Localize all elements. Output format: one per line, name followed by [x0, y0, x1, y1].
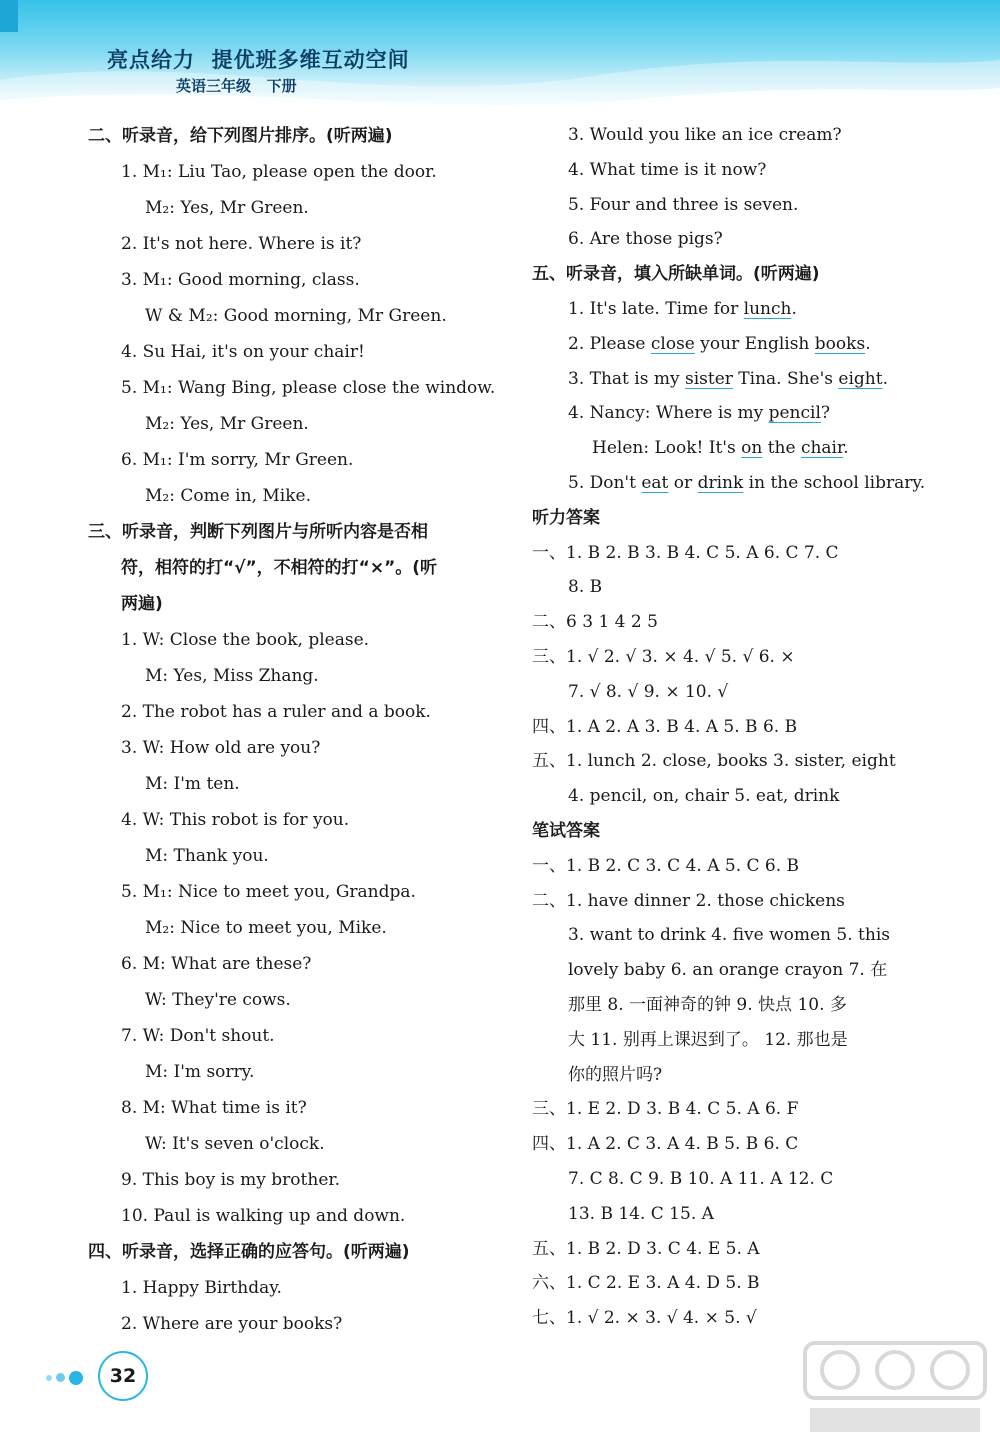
question-line: 3. Would you like an ice cream? [568, 125, 842, 145]
section-title: 三、听录音，判断下列图片与所听内容是否相 [88, 522, 428, 542]
section-title: 二、听录音，给下列图片排序。(听两遍) [88, 126, 393, 146]
fill-text: in the school library. [743, 472, 926, 493]
text-line: 一、1. B 2. C 3. C 4. A 5. C 6. B [532, 855, 800, 876]
watermark-logo [800, 1338, 990, 1438]
page-number: 32 [98, 1351, 148, 1401]
text-line: 8. B [568, 577, 603, 598]
text-line: 6. M: What are these? [121, 954, 312, 974]
fill-text: . [791, 298, 797, 319]
fill-line-3 [532, 362, 952, 397]
text-line: 二、1. have dinner 2. those chickens [532, 890, 845, 911]
fill-text: 4. Nancy: Where is my [568, 403, 769, 424]
fill-line-1 [532, 292, 952, 327]
filled-word: eight [838, 368, 883, 389]
header-corner-tab [0, 0, 18, 32]
fill-text: . [882, 368, 888, 389]
text-line: 四、1. A 2. C 3. A 4. B 5. B 6. C [532, 1134, 799, 1155]
text-line: M: Thank you. [145, 846, 269, 866]
series-title: 亮点给力 提优班多维互动空间 [107, 48, 410, 72]
text-line: 1. M₁: Liu Tao, please open the door. [121, 162, 437, 182]
left-column [88, 118, 508, 1342]
text-line: 3. M₁: Good morning, class. [121, 270, 360, 290]
fill-text: your English [694, 333, 815, 354]
section-title: 听力答案 [532, 507, 600, 528]
text-line: 13. B 14. C 15. A [568, 1203, 714, 1224]
filled-word: eat [641, 472, 669, 493]
question-line: 6. Are those pigs? [568, 229, 723, 250]
text-line: W & M₂: Good morning, Mr Green. [145, 306, 447, 326]
text-line: 六、1. C 2. E 3. A 4. D 5. B [532, 1273, 760, 1294]
text-line: 七、1. √ 2. × 3. √ 4. × 5. √ [532, 1308, 757, 1329]
fill-text: 1. It's late. Time for [568, 298, 744, 319]
fill-text: Helen: Look! It's [592, 438, 742, 459]
text-line: 9. This boy is my brother. [121, 1170, 341, 1190]
text-line: W: They're cows. [145, 990, 291, 1010]
text-line: M₂: Yes, Mr Green. [145, 198, 309, 218]
section-title: 符，相符的打“√”，不相符的打“×”。(听 [121, 558, 438, 578]
fill-line-2 [532, 327, 952, 362]
text-line: 7. C 8. C 9. B 10. A 11. A 12. C [568, 1168, 834, 1189]
text-line: M₂: Yes, Mr Green. [145, 414, 309, 434]
section-title: 笔试答案 [532, 820, 600, 841]
text-line: 7. W: Don't shout. [121, 1026, 275, 1046]
text-line: 二、6 3 1 4 2 5 [532, 612, 658, 633]
text-line: 你的照片吗? [568, 1064, 663, 1085]
page-dots-decoration [46, 1367, 87, 1386]
text-line: 5. M₁: Wang Bing, please close the window. [121, 378, 496, 398]
text-line: 四、1. A 2. A 3. B 4. A 5. B 6. B [532, 716, 798, 737]
text-line: M: I'm sorry. [145, 1062, 255, 1082]
fill-text: Tina. She's [732, 368, 839, 389]
text-line: 5. M₁: Nice to meet you, Grandpa. [121, 882, 416, 902]
filled-word: drink [697, 472, 744, 493]
text-line: 7. √ 8. √ 9. × 10. √ [568, 681, 729, 702]
right-column [532, 118, 952, 1336]
filled-word: pencil [768, 403, 821, 424]
section-title: 四、听录音，选择正确的应答句。(听两遍) [88, 1242, 410, 1262]
fill-text: or [668, 472, 698, 493]
fill-line-5 [532, 431, 952, 466]
text-line: 三、1. √ 2. √ 3. × 4. √ 5. √ 6. × [532, 646, 795, 667]
fill-text: 5. Don't [568, 472, 642, 493]
text-line: 1. Happy Birthday. [121, 1278, 282, 1298]
text-line: 4. Su Hai, it's on your chair! [121, 342, 365, 362]
section-title: 两遍) [121, 594, 163, 614]
fill-line-6 [532, 466, 952, 501]
text-line: 10. Paul is walking up and down. [121, 1206, 406, 1226]
text-line: M₂: Nice to meet you, Mike. [145, 918, 387, 938]
question-line: 4. What time is it now? [568, 159, 767, 180]
question-line: 5. Four and three is seven. [568, 194, 799, 215]
text-line: 大 11. 别再上课迟到了。 12. 那也是 [568, 1029, 848, 1050]
text-line: M: I'm ten. [145, 774, 240, 794]
text-line: 3. W: How old are you? [121, 738, 321, 758]
text-line: M: Yes, Miss Zhang. [145, 666, 319, 686]
fill-text: 2. Please [568, 333, 651, 354]
answer-key [532, 501, 952, 1336]
text-line: lovely baby 6. an orange crayon 7. 在 [568, 960, 888, 981]
section-title: 五、听录音，填入所缺单词。(听两遍) [532, 264, 820, 285]
text-line: 那里 8. 一面神奇的钟 9. 快点 10. 多 [568, 994, 847, 1015]
text-line: M₂: Come in, Mike. [145, 486, 311, 506]
text-line: 三、1. E 2. D 3. B 4. C 5. A 6. F [532, 1099, 799, 1120]
text-line: 1. W: Close the book, please. [121, 630, 370, 650]
text-line: 五、1. B 2. D 3. C 4. E 5. A [532, 1238, 760, 1259]
fill-text: ? [820, 403, 831, 424]
text-line: 6. M₁: I'm sorry, Mr Green. [121, 450, 354, 470]
fill-line-4 [532, 396, 952, 431]
fill-text: . [843, 438, 849, 459]
book-subtitle: 英语三年级 下册 [176, 77, 297, 95]
text-line: W: It's seven o'clock. [145, 1134, 325, 1154]
fill-text: . [865, 333, 871, 354]
fill-text: 3. That is my [568, 368, 685, 389]
filled-word: sister [684, 368, 733, 389]
text-line: 五、1. lunch 2. close, books 3. sister, eight [532, 751, 896, 772]
text-line: 2. The robot has a ruler and a book. [121, 702, 431, 722]
page-header-band [0, 0, 1000, 112]
text-line: 4. W: This robot is for you. [121, 810, 350, 830]
filled-word: close [650, 333, 695, 354]
text-line: 4. pencil, on, chair 5. eat, drink [568, 786, 840, 807]
fill-text: the [762, 438, 801, 459]
text-line: 2. It's not here. Where is it? [121, 234, 362, 254]
filled-word: chair [800, 438, 844, 459]
text-line: 8. M: What time is it? [121, 1098, 307, 1118]
filled-word: on [741, 438, 763, 459]
filled-word: lunch [743, 298, 792, 319]
text-line: 一、1. B 2. B 3. B 4. C 5. A 6. C 7. C [532, 542, 839, 563]
text-line: 3. want to drink 4. five women 5. this [568, 925, 890, 946]
text-line: 2. Where are your books? [121, 1314, 343, 1334]
filled-word: books [814, 333, 866, 354]
